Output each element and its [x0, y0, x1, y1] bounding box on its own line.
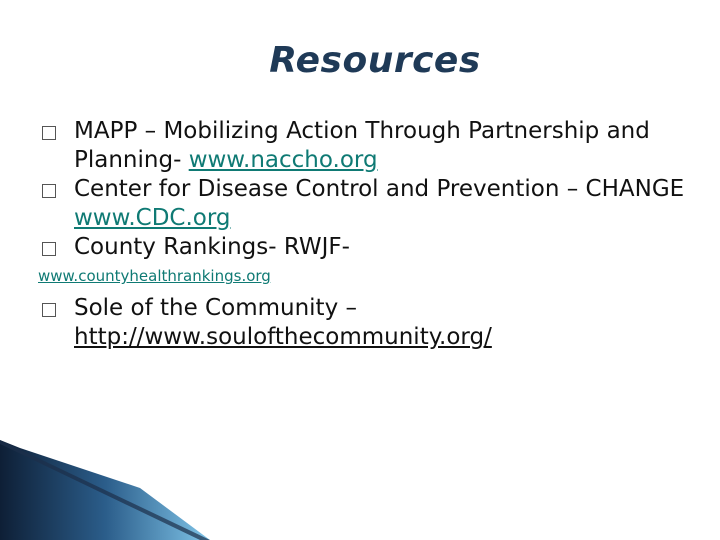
- checkbox-bullet-icon: [42, 303, 56, 317]
- link-naccho[interactable]: www.naccho.org: [188, 147, 378, 173]
- item-text: MAPP – Mobilizing Action Through Partnership and Planning-: [74, 118, 650, 173]
- slide-title: Resources: [269, 40, 481, 81]
- item-text: County Rankings- RWJF-: [74, 234, 350, 260]
- link-soulofthecommunity[interactable]: http://www.soulofthecommunity.org/: [74, 324, 492, 350]
- corner-decoration: [0, 440, 720, 540]
- checkbox-bullet-icon: [42, 126, 56, 140]
- item-text: Center for Disease Control and Prevention – CHANGE: [74, 176, 685, 202]
- list-item-mapp: [40, 117, 700, 175]
- link-countyhealthrankings[interactable]: www.countyhealthrankings.org: [38, 267, 271, 285]
- item-text: Sole of the Community –: [74, 295, 357, 321]
- checkbox-bullet-icon: [42, 242, 56, 256]
- list-item-county-rankings: [40, 233, 700, 262]
- checkbox-bullet-icon: [42, 184, 56, 198]
- resource-list: [40, 117, 700, 352]
- list-item-cdc: [40, 175, 700, 233]
- list-item-soul-of-community: [40, 294, 700, 352]
- link-cdc[interactable]: www.CDC.org: [74, 205, 231, 231]
